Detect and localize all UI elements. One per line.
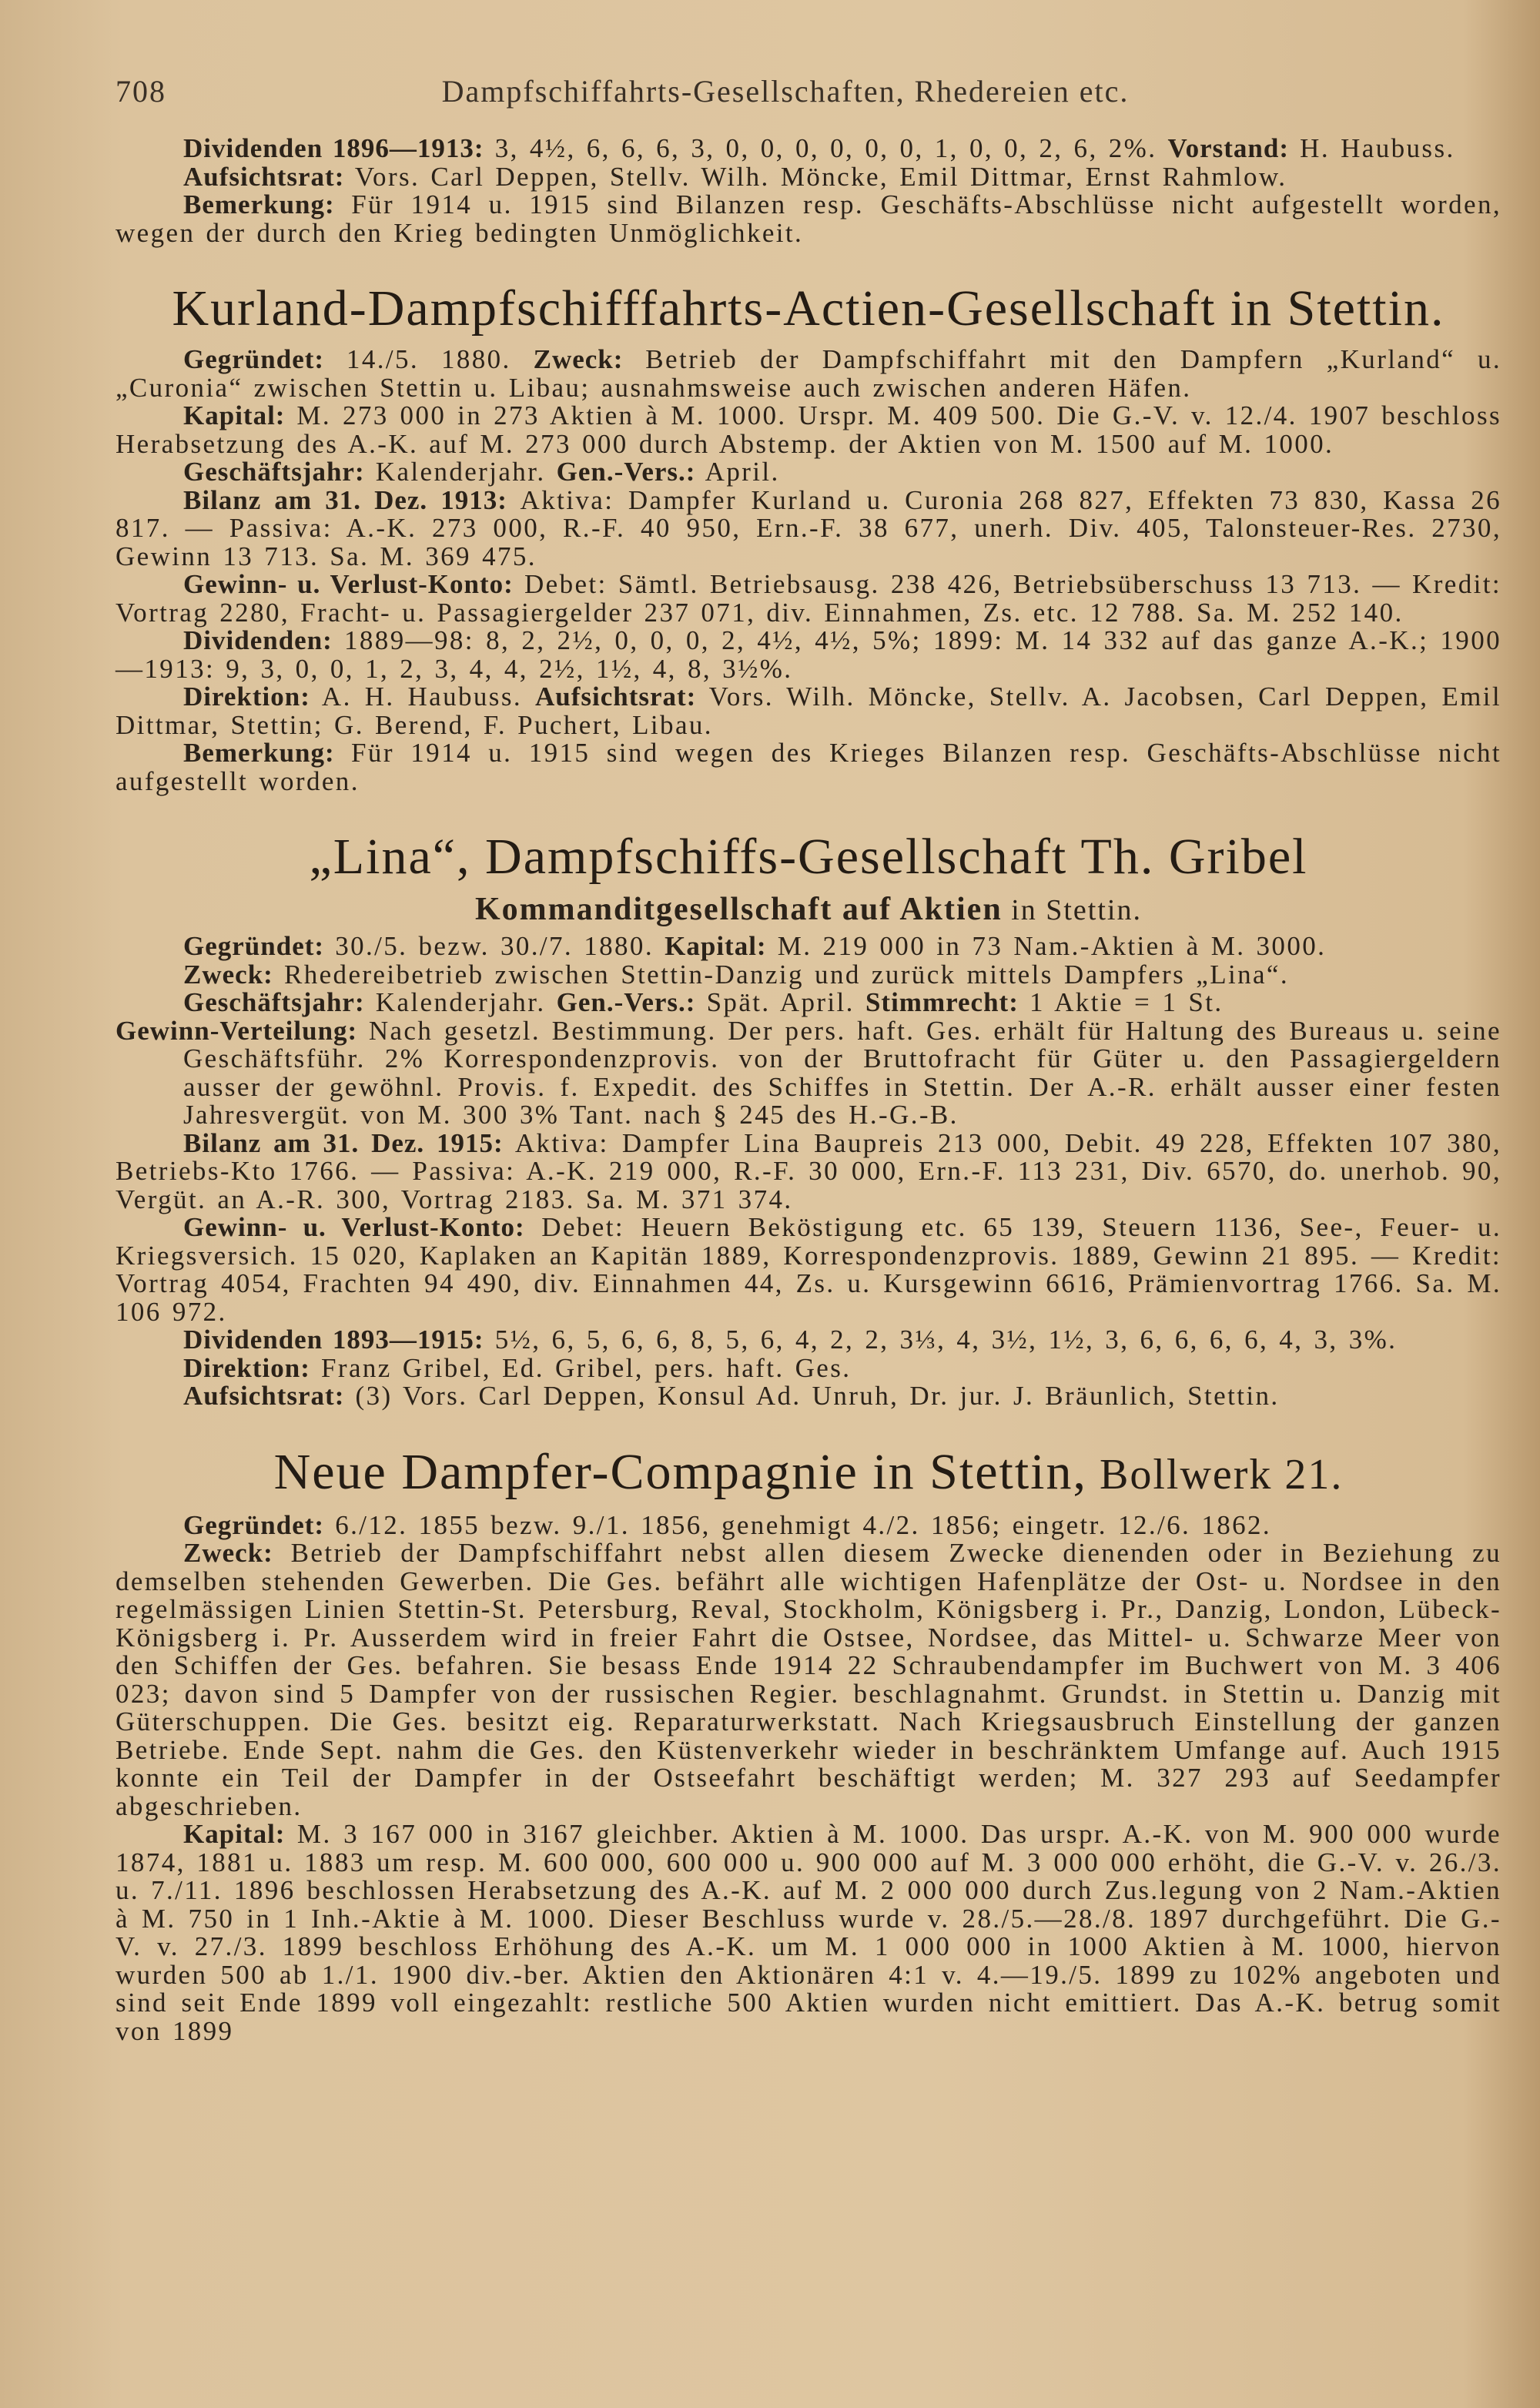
entry-paragraph — [116, 346, 1502, 402]
entry-paragraph — [116, 627, 1502, 683]
field-label: Gen.-Vers.: — [556, 457, 696, 487]
field-label: Kapital: — [665, 931, 767, 961]
entry-paragraph — [116, 135, 1502, 163]
field-label: Gewinn- u. Verlust-Konto: — [183, 569, 514, 599]
entry-paragraph — [116, 1326, 1502, 1355]
company-subtitle-location: in Stettin. — [1002, 894, 1142, 926]
field-text: M. 273 000 in 273 Aktien à M. 1000. Urspr. M. 409 500. Die G.-V. v. 12./4. 1907 beschloss Herabsetzung des A.-K. auf M. 273 000 durch Abstemp. der Aktien von M. 1500 auf M. 1000. — [116, 400, 1502, 459]
field-text: M. 219 000 in 73 Nam.-Aktien à M. 3000. — [766, 931, 1327, 961]
entry-paragraph — [116, 1127, 1502, 1214]
field-text: Nach gesetzl. Bestimmung. Der pers. haft. Ges. erhält für Haltung des Bureaus u. seine Geschäftsführ. 2% Korrespondenzprovis. von der Bruttofracht für Güter u. den Passagiergeldern ausser der gewöhnl. Provis. f. Expedit. des Schiffes in Stettin. Der A.-R. erhält ausser einer festen Jahresvergüt. von M. 300 3% Tant. nach § 245 des H.-G.-B. — [183, 1015, 1502, 1130]
field-label: Geschäftsjahr: — [183, 987, 365, 1017]
field-text: 1889—98: 8, 2, 2½, 0, 0, 0, 2, 4½, 4½, 5%; 1899: M. 14 332 auf das ganze A.-K.; 1900—1913: 9, 3, 0, 0, 1, 2, 3, 4, 4, 2½, 1½, 4, 8, 3½%. — [116, 625, 1502, 684]
field-label: Aufsichtsrat: — [183, 161, 345, 192]
page-body — [116, 135, 1502, 2045]
field-label: Gegründet: — [183, 344, 325, 374]
field-text: Betrieb der Dampfschiffahrt mit den Dampfern „Kurland“ u. „Curonia“ zwischen Stettin u. Libau; ausnahmsweise auch zwischen anderen Häfen. — [116, 344, 1502, 403]
field-label: Bemerkung: — [183, 189, 335, 219]
field-text: Debet: Heuern Beköstigung etc. 65 139, Steuern 1136, See-, Feuer- u. Kriegsversich. 15 020, Kaplaken an Kapitän 1889, Korrespondenzprovis. 1889, Gewinn 21 895. — Kredit: Vortrag 4054, Frachten 94 490, div. Einnahmen 44, Zs. u. Kursgewinn 6616, Prämienvortrag 1766. Sa. M. 106 972. — [116, 1212, 1502, 1327]
entry-paragraph — [116, 683, 1502, 739]
field-label: Gegründet: — [183, 1509, 325, 1540]
entry-paragraph — [116, 191, 1502, 247]
company-entry — [116, 278, 1502, 795]
field-label: Vorstand: — [1167, 133, 1289, 163]
entry-paragraph — [116, 989, 1502, 1017]
field-text: Franz Gribel, Ed. Gribel, pers. haft. Ges. — [310, 1352, 852, 1383]
entry-paragraph — [116, 739, 1502, 795]
field-label: Dividenden 1893—1915: — [183, 1325, 484, 1355]
field-label: Direktion: — [183, 682, 310, 712]
page-header — [116, 73, 1502, 135]
running-title: Dampfschiffahrts-Gesellschaften, Rhedereien etc. — [441, 74, 1130, 109]
field-label: Gen.-Vers.: — [556, 987, 696, 1017]
field-label: Direktion: — [183, 1352, 310, 1383]
field-label: Stimmrecht: — [865, 987, 1019, 1017]
company-title-main: „Lina“, Dampfschiffs-Gesellschaft Th. Gribel — [309, 829, 1308, 885]
company-subtitle-main: Kommanditgesellschaft auf Aktien — [475, 892, 1003, 927]
field-text: (3) Vors. Carl Deppen, Konsul Ad. Unruh, Dr. jur. J. Bräunlich, Stettin. — [344, 1381, 1280, 1411]
field-text: Für 1914 u. 1915 sind Bilanzen resp. Geschäfts-Abschlüsse nicht aufgestellt worden, wegen der durch den Krieg bedingten Unmöglichkeit. — [116, 189, 1502, 248]
company-title — [116, 826, 1502, 888]
field-text: 1 Aktie = 1 St. — [1018, 987, 1224, 1017]
field-label: Gewinn- u. Verlust-Konto: — [183, 1212, 525, 1242]
field-text: A. H. Haubuss. — [310, 682, 535, 712]
company-title-main: Kurland-Dampfschifffahrts-Actien-Gesellschaft in Stettin. — [172, 280, 1445, 337]
company-entry — [116, 826, 1502, 1411]
field-text: Aktiva: Dampfer Kurland u. Curonia 268 827, Effekten 73 830, Kassa 26 817. — Passiva: A.-K. 273 000, R.-F. 40 950, Ern.-F. 38 677, unerh. Div. 405, Talonsteuer-Res. 2730, Gewinn 13 713. Sa. M. 369 475. — [116, 484, 1502, 571]
field-label: Bilanz am 31. Dez. 1915: — [183, 1127, 504, 1158]
field-label: Gegründet: — [183, 931, 325, 961]
entry-paragraph — [116, 402, 1502, 458]
company-title — [116, 278, 1502, 340]
field-text: Debet: Sämtl. Betriebsausg. 238 426, Betriebsüberschuss 13 713. — Kredit: Vortrag 2280, Fracht- u. Passagiergelder 237 071, div. Einnahmen, Zs. etc. 12 788. Sa. M. 252 140. — [116, 569, 1502, 628]
field-label: Geschäftsjahr: — [183, 457, 365, 487]
field-text: Kalenderjahr. — [364, 987, 557, 1017]
company-entry — [116, 1442, 1502, 2046]
field-text: 6./12. 1855 bezw. 9./1. 1856, genehmigt 4./2. 1856; eingetr. 12./6. 1862. — [324, 1509, 1272, 1540]
document-page — [116, 73, 1502, 2045]
field-text: April. — [695, 457, 780, 487]
entry-paragraph — [116, 1017, 1502, 1130]
field-label: Zweck: — [183, 959, 273, 990]
company-address: Bollwerk 21. — [1087, 1450, 1344, 1499]
company-entry — [116, 135, 1502, 247]
entry-paragraph — [116, 1352, 1502, 1383]
field-label: Aufsichtsrat: — [183, 1381, 345, 1411]
field-label: Aufsichtsrat: — [534, 682, 697, 712]
field-label: Kapital: — [183, 400, 286, 430]
entry-paragraph — [116, 458, 1502, 487]
company-title — [116, 1442, 1502, 1505]
field-text: M. 3 167 000 in 3167 gleichber. Aktien à M. 1000. Das urspr. A.-K. von M. 900 000 wurde 1874, 1881 u. 1883 um resp. M. 600 000, 600 000 u. 900 000 auf M. 3 000 000 erhöht, die G.-V. v. 26./3. u. 7./11. 1896 beschlossen Herabsetzung des A.-K. auf M. 2 000 000 durch Zus.legung von 2 Nam.-Aktien à M. 750 in 1 Inh.-Aktie à M. 1000. Dieser Beschluss wurde v. 28./5.—28./8. 1897 durchgeführt. Die G.-V. v. 27./3. 1899 beschloss Erhöhung des A.-K. um M. 1 000 000 in 1000 Aktien à M. 1000, hiervon wurden 500 ab 1./1. 1900 div.-ber. Aktien den Aktionären 4:1 v. 4.—19./5. 1899 zu 102% angeboten und sind seit Ende 1899 voll eingezahlt: restliche 500 Aktien wurden nicht emittiert. Das A.-K. betrug somit von 1899 — [116, 1819, 1502, 2046]
entry-paragraph — [116, 1509, 1502, 1540]
field-label: Zweck: — [183, 1538, 273, 1568]
field-label: Zweck: — [533, 344, 624, 374]
entry-paragraph — [116, 1382, 1502, 1411]
entry-paragraph — [116, 484, 1502, 571]
entry-paragraph — [116, 1820, 1502, 2045]
company-subtitle — [116, 891, 1502, 928]
entry-paragraph — [116, 1539, 1502, 1820]
field-text: Vors. Carl Deppen, Stellv. Wilh. Möncke, Emil Dittmar, Ernst Rahmlow. — [344, 161, 1287, 192]
field-text: Betrieb der Dampfschiffahrt nebst allen diesem Zwecke dienenden oder in Beziehung zu demselben stehenden Gewerben. Die Ges. befährt alle wichtigen Hafenplätze der Ost- u. Nordsee in den regelmässigen Linien Stettin-St. Petersburg, Reval, Stockholm, Königsberg i. Pr., Danzig, London, Lübeck-Königsberg i. Pr. Ausserdem wird in freier Fahrt die Ostsee, Nordsee, das Mittel- u. Schwarze Meer von den Schiffen der Ges. befahren. Sie besass Ende 1914 22 Schraubendampfer im Buchwert von M. 3 406 023; davon sind 5 Dampfer von der russischen Regier. beschlagnahmt. Grundst. in Stettin u. Danzig mit Güterschuppen. Die Ges. besitzt eig. Reparaturwerkstatt. Nach Kriegsausbruch Einstellung der ganzen Betriebe. Ende Sept. nahm die Ges. den Küstenverkehr wieder in beschränktem Umfange auf. Auch 1915 konnte ein Teil der Dampfer in der Ostseefahrt beschäftigt werden; M. 327 293 auf Seedampfer abgeschrieben. — [116, 1538, 1502, 1821]
field-text: Aktiva: Dampfer Lina Baupreis 213 000, Debit. 49 228, Effekten 107 380, Betriebs-Kto 1766. — Passiva: A.-K. 219 000, R.-F. 30 000, Ern.-F. 113 231, Div. 6570, do. unerhob. 90, Vergüt. an A.-R. 300, Vortrag 2183. Sa. M. 371 374. — [116, 1127, 1502, 1214]
field-text: Spät. April. — [695, 987, 865, 1017]
field-text: Rhedereibetrieb zwischen Stettin-Danzig und zurück mittels Dampfers „Lina“. — [273, 959, 1290, 990]
field-label: Kapital: — [183, 1819, 286, 1849]
field-label: Bemerkung: — [183, 738, 335, 768]
field-text: 5½, 6, 5, 6, 6, 8, 5, 6, 4, 2, 2, 3⅓, 4, 3½, 1½, 3, 6, 6, 6, 6, 4, 3, 3%. — [484, 1325, 1398, 1355]
field-label: Dividenden: — [183, 625, 333, 655]
field-text: Kalenderjahr. — [364, 457, 557, 487]
field-label: Gewinn-Verteilung: — [116, 1015, 358, 1046]
entry-paragraph — [116, 933, 1502, 961]
entry-paragraph — [116, 1214, 1502, 1326]
page-number: 708 — [116, 74, 166, 109]
field-text: 3, 4½, 6, 6, 6, 3, 0, 0, 0, 0, 0, 0, 1, 0, 0, 2, 6, 2%. — [484, 133, 1168, 163]
field-label: Dividenden 1896—1913: — [183, 133, 484, 163]
entry-paragraph — [116, 961, 1502, 990]
field-text: 30./5. bezw. 30./7. 1880. — [324, 931, 665, 961]
company-title-main: Neue Dampfer-Compagnie in Stettin, — [273, 1443, 1087, 1500]
field-text: Vors. Wilh. Möncke, Stellv. A. Jacobsen, Carl Deppen, Emil Dittmar, Stettin; G. Berend, F. Puchert, Libau. — [116, 682, 1502, 740]
entry-paragraph — [116, 163, 1502, 192]
field-label: Bilanz am 31. Dez. 1913: — [183, 484, 507, 515]
field-text: Für 1914 u. 1915 sind wegen des Krieges Bilanzen resp. Geschäfts-Abschlüsse nicht aufgestellt worden. — [116, 738, 1502, 796]
field-text: H. Haubuss. — [1289, 133, 1455, 163]
entry-paragraph — [116, 571, 1502, 627]
field-text: 14./5. 1880. — [324, 344, 534, 374]
